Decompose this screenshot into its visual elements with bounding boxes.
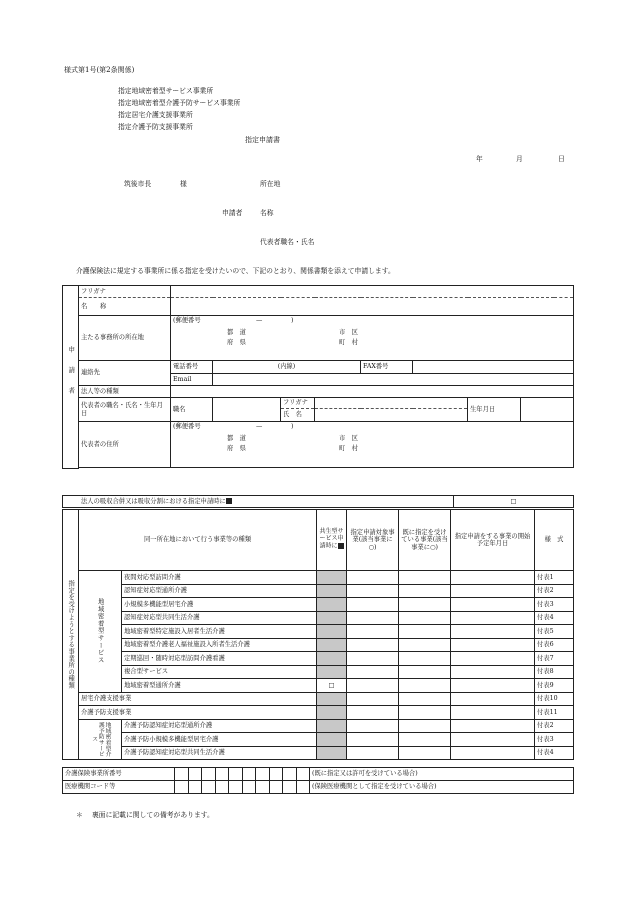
row-name-5: 地域密着型特定施設入居者生活介護 [122,625,317,639]
intro-text: 介護保険法に規定する事業所に係る指定を受けたいので、下記のとおり、関係書類を添えて申請します。 [76,267,395,275]
chouson-label: 町 村 [339,339,358,346]
medical-digit-7[interactable] [256,781,270,794]
row-existing-y2[interactable] [399,733,451,747]
medical-digit-9[interactable] [283,781,297,794]
row-form-y1: 付表2 [535,719,574,733]
date-year: 年 [476,155,483,163]
name-label: 名 称 [79,298,171,316]
insurer-digit-3[interactable] [202,768,216,781]
row-form-yobou-shien: 付表11 [535,706,574,720]
row-shinsei-y3[interactable] [347,746,399,760]
medical-code-label: 医療機関コード等 [63,781,175,794]
row-existing-3[interactable] [399,598,451,612]
row-shinsei-7[interactable] [347,652,399,666]
row-name-y2: 介護予防小規模多機能型居宅介護 [122,733,317,747]
row-form-9: 付表9 [535,679,574,693]
row-kyosei-y3 [317,746,347,760]
header-type: 同一所在地において行う事業等の種類 [79,510,317,571]
row-shinsei-5[interactable] [347,625,399,639]
row-shinsei-8[interactable] [347,665,399,679]
applicant-rep-label: 代表者職名・氏名 [260,238,315,246]
row-form-7: 付表7 [535,652,574,666]
row-form-kyotaku: 付表10 [535,692,574,706]
merger-label: 法人の吸収合併又は吸収分割における指定申請時に [81,497,226,505]
row-name-9: 地域密着型通所介護 [122,679,317,693]
row-existing-kyotaku[interactable] [399,692,451,706]
rep-postal-dash: — [256,423,263,430]
group-chiiki-label: 地域密着型サービス [96,598,104,665]
row-form-8: 付表8 [535,665,574,679]
rep-title-label: 職名 [171,398,213,422]
row-start-yobou-shien[interactable] [451,706,535,720]
medical-digit-10[interactable] [296,781,310,794]
row-kyosei-yobou-shien [317,706,347,720]
office-type-3: 指定居宅介護支援事業所 [118,111,193,119]
medical-digit-6[interactable] [242,781,256,794]
row-kyosei-7 [317,652,347,666]
row-start-9[interactable] [451,679,535,693]
row-kyosei-y2 [317,733,347,747]
insurer-digit-5[interactable] [229,768,243,781]
rep-address-field[interactable] [171,422,574,468]
row-name-6: 地域密着型介護老人福祉施設入所者生活介護 [122,638,317,652]
row-shinsei-3[interactable] [347,598,399,612]
row-start-8[interactable] [451,665,535,679]
document-title: 指定申請書 [245,136,280,144]
addressee-mayor: 筑後市長 [124,180,152,188]
row-kyosei-kyotaku [317,692,347,706]
medical-digit-5[interactable] [229,781,243,794]
applicant-side-label-cell [63,286,79,469]
email-field[interactable] [213,374,574,386]
header-existing: 既に指定を受けている事業(該当事業に○) [399,510,451,571]
tel-field[interactable] [213,361,361,374]
row-existing-y3[interactable] [399,746,451,760]
tel-label: 電話番号 [171,361,213,374]
row-existing-y1[interactable] [399,719,451,733]
row-name-7: 定期巡回・随時対応型訪問介護看護 [122,652,317,666]
merger-checkbox[interactable] [454,496,574,508]
row-form-6: 付表6 [535,638,574,652]
shiku-label: 市 区 [339,329,358,336]
postal-label: (郵便番号 [173,317,201,324]
medical-note: (保険医療機関として指定を受けている場合) [310,781,574,794]
row-form-5: 付表5 [535,625,574,639]
insurer-digit-8[interactable] [269,768,283,781]
row-kyosei-6 [317,638,347,652]
merger-label-cell [63,496,454,508]
merger-checkbox-glyph: □ [510,497,517,505]
insurer-digit-6[interactable] [242,768,256,781]
rep-fuken-label: 府 県 [227,445,246,452]
contact-label: 連絡先 [79,361,171,386]
insurer-digit-7[interactable] [256,768,270,781]
date-day: 日 [558,155,565,163]
row-start-1[interactable] [451,571,535,585]
footnote-text: 裏面に記載に関しての備考があります。 [92,811,214,819]
business-side-label-cell [63,510,79,760]
row-kyosei-2 [317,584,347,598]
medical-digit-4[interactable] [215,781,229,794]
rep-furigana-label: フリガナ [281,398,315,409]
insurer-note: (既に指定又は許可を受けている場合) [310,768,574,781]
header-start: 指定申請をする事業の開始予定年月日 [451,510,535,571]
fax-label: FAX番号 [361,361,413,374]
row-shinsei-6[interactable] [347,638,399,652]
row-existing-yobou-shien[interactable] [399,706,451,720]
addressee-honorific: 様 [180,180,187,188]
row-kyosei-1 [317,571,347,585]
row-shinsei-y2[interactable] [347,733,399,747]
row-existing-2[interactable] [399,584,451,598]
medical-digit-8[interactable] [269,781,283,794]
row-kyosei-9[interactable] [317,679,347,693]
row-name-kyotaku: 居宅介護支援事業 [79,692,317,706]
fuken-label: 府 県 [227,339,246,346]
row-start-6[interactable] [451,638,535,652]
furigana-field[interactable] [171,286,574,298]
naisen-label: (内線) [277,363,296,371]
insurer-no-label: 介護保険事業所番号 [63,768,175,781]
row-kyosei-3 [317,598,347,612]
insurer-digit-9[interactable] [283,768,297,781]
rep-postal-label: (郵便番号 [173,423,201,430]
rep-todofuken-label: 都 道 [227,435,246,442]
office-type-2: 指定地域密着型介護予防サービス事業所 [118,99,241,107]
row-shinsei-4[interactable] [347,611,399,625]
rep-title-field[interactable] [213,398,281,422]
row-start-4[interactable] [451,611,535,625]
row-start-y3[interactable] [451,746,535,760]
rep-shimei-field[interactable] [315,409,468,422]
row-form-2: 付表2 [535,584,574,598]
row-kyosei-8 [317,665,347,679]
insurer-digit-4[interactable] [215,768,229,781]
form-number: 様式第1号(第2条関係) [64,66,135,74]
rep-furigana-field[interactable] [315,398,468,409]
applicant-location-label: 所在地 [260,180,281,188]
rep-shimei-label: 氏 名 [281,409,315,422]
postal-close: ) [291,317,294,324]
birth-label: 生年月日 [468,398,521,422]
rep-shiku-label: 市 区 [339,435,358,442]
corp-type-label: 法人等の種類 [79,386,171,398]
row-shinsei-1[interactable] [347,571,399,585]
row-name-4: 認知症対応型共同生活介護 [122,611,317,625]
row-existing-7[interactable] [399,652,451,666]
row-start-y1[interactable] [451,719,535,733]
row-start-y2[interactable] [451,733,535,747]
row-name-3: 小規模多機能型居宅介護 [122,598,317,612]
row-form-y3: 付表4 [535,746,574,760]
group-chiiki-cell [79,571,122,693]
header-shinsei: 指定申請対象事業(該当事業に○) [347,510,399,571]
row-existing-9[interactable] [399,679,451,693]
header-kyosei [317,510,347,571]
row-name-y3: 介護予防認知症対応型共同生活介護 [122,746,317,760]
office-type-4: 指定介護予防支援事業所 [118,123,193,131]
rep-label: 代表者の職名・氏名・生年月日 [79,398,171,422]
group-yobou-cell [79,719,122,760]
row-kyosei-4 [317,611,347,625]
row-kyosei-9-checkbox[interactable]: □ [328,681,335,689]
row-kyosei-y1 [317,719,347,733]
row-existing-4[interactable] [399,611,451,625]
todofuken-label: 都 道 [227,329,246,336]
row-existing-8[interactable] [399,665,451,679]
row-start-kyotaku[interactable] [451,692,535,706]
row-start-2[interactable] [451,584,535,598]
furigana-label: フリガナ [79,286,171,298]
row-form-y2: 付表3 [535,733,574,747]
applicant-label: 申請者 [222,209,243,217]
header-kyosei-box [338,543,344,549]
row-name-yobou-shien: 介護予防支援事業 [79,706,317,720]
row-start-5[interactable] [451,625,535,639]
business-table [62,509,574,760]
office-type-1: 指定地域密着型サービス事業所 [118,87,214,95]
applicant-table [62,285,574,469]
row-shinsei-2[interactable] [347,584,399,598]
applicant-name-label: 名称 [260,209,274,217]
row-start-3[interactable] [451,598,535,612]
row-form-3: 付表3 [535,598,574,612]
group-yobou-label: 地域密着型介護予防サービス [90,721,110,757]
applicant-side-label: 申請者 [67,346,76,408]
main-office-field[interactable] [171,316,574,361]
postal-dash: — [256,317,263,324]
footnote-mark: ＊ [76,811,83,819]
row-form-1: 付表1 [535,571,574,585]
insurer-digit-1[interactable] [175,768,189,781]
email-label: Email [171,374,213,386]
insurer-digit-2[interactable] [188,768,202,781]
insurer-digit-10[interactable] [296,768,310,781]
date-month: 月 [516,155,523,163]
row-shinsei-y1[interactable] [347,719,399,733]
row-form-4: 付表4 [535,611,574,625]
rep-address-label: 代表者の住所 [79,422,171,468]
row-shinsei-9[interactable] [347,679,399,693]
merger-inline-box [226,498,232,504]
row-name-8: 複合型サービス [122,665,317,679]
medical-digit-1[interactable] [175,781,189,794]
name-field[interactable] [171,298,574,316]
rep-postal-close: ) [291,423,294,430]
row-kyosei-5 [317,625,347,639]
row-name-1: 夜間対応型訪問介護 [122,571,317,585]
header-kyosei-text: 共生型サービス申請時に [319,528,344,550]
row-name-y1: 介護予防認知症対応型通所介護 [122,719,317,733]
row-start-7[interactable] [451,652,535,666]
row-shinsei-kyotaku[interactable] [347,692,399,706]
row-name-2: 認知症対応型通所介護 [122,584,317,598]
header-form: 様 式 [535,510,574,571]
main-office-label: 主たる事務所の所在地 [79,316,171,361]
code-table [62,767,574,794]
row-existing-5[interactable] [399,625,451,639]
birth-field[interactable] [521,398,574,422]
business-side-label: 指定を受けようとする事業所の種類 [67,580,75,689]
row-existing-6[interactable] [399,638,451,652]
row-shinsei-yobou-shien[interactable] [347,706,399,720]
fax-field[interactable] [413,361,574,374]
medical-digit-3[interactable] [202,781,216,794]
rep-chouson-label: 町 村 [339,445,358,452]
row-existing-1[interactable] [399,571,451,585]
merger-table [62,495,574,508]
medical-digit-2[interactable] [188,781,202,794]
corp-type-field[interactable] [171,386,574,398]
